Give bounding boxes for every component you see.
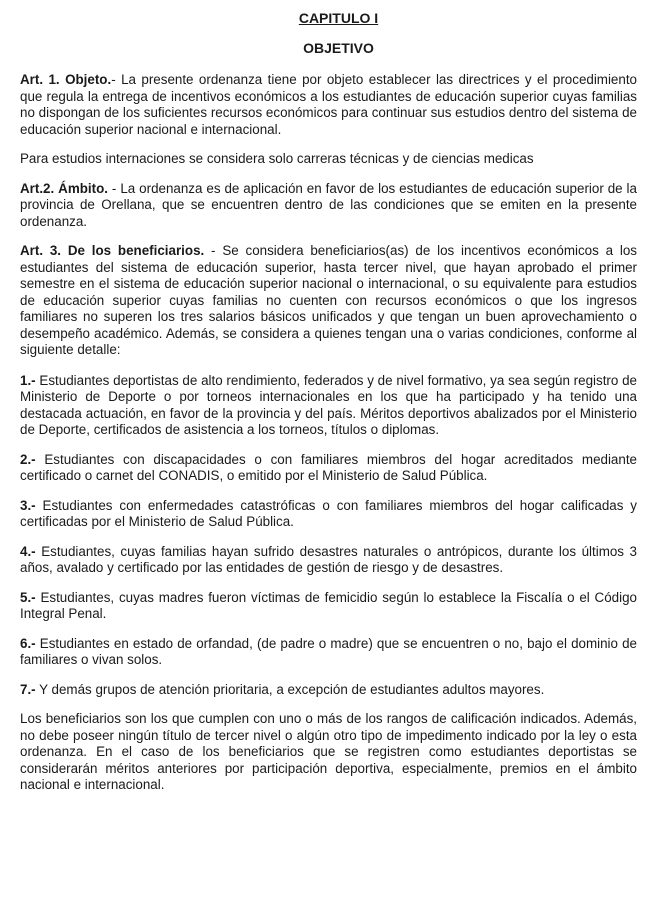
condition-number: 1.- bbox=[20, 372, 36, 388]
condition-number: 3.- bbox=[20, 497, 36, 513]
condition-number: 4.- bbox=[20, 543, 36, 559]
condition-text: Y demás grupos de atención prioritaria, a excepción de estudiantes adultos mayores. bbox=[35, 681, 545, 697]
condition-item-3 bbox=[20, 498, 637, 531]
article-1-text: - La presente ordenanza tiene por objeto establecer las directrices y el procedimiento que regula la entrega de incentivos económicos a los estudiantes de educación superior cuyas familias no dispongan de los suficientes recursos económicos para continuar sus estudios dentro del sistema de educación superior nacional e internacional. bbox=[20, 72, 637, 137]
condition-text: Estudiantes con enfermedades catastróficas o con familiares miembros del hogar calificadas y certificadas por el Ministerio de Salud Pública. bbox=[20, 497, 637, 529]
condition-item-1 bbox=[20, 373, 637, 439]
beneficiary-conditions-list bbox=[20, 373, 637, 699]
chapter-title: CAPITULO I bbox=[298, 10, 379, 26]
condition-number: 6.- bbox=[20, 635, 36, 651]
section-title: OBJETIVO bbox=[303, 40, 374, 56]
condition-number: 2.- bbox=[20, 451, 36, 467]
article-3 bbox=[20, 243, 637, 359]
condition-number: 5.- bbox=[20, 589, 36, 605]
closing-paragraph: Los beneficiarios son los que cumplen con uno o más de los rangos de calificación indicados. Además, no debe poseer ningún título de tercer nivel o algún otro tipo de impedimento indicado por la ley o esta ordenanza. En el caso de los beneficiarios que se registren como estudiantes deportistas se considerarán méritos anteriores por participación deportiva, especialmente, premios en el ámbito nacional e internacional. bbox=[20, 711, 637, 792]
condition-text: Estudiantes deportistas de alto rendimiento, federados y de nivel formativo, ya sea según registro de Ministerio de Deporte o por torneos internacionales en los que ha participado y ha tenido una destacada actuación, en favor de la provincia y del país. Méritos deportivos abalizados por el Ministerio de Deporte, certificados de asistencia a los torneos, títulos o diplomas. bbox=[20, 372, 637, 437]
article-2-heading: Art.2. Ámbito. bbox=[20, 180, 108, 196]
condition-item-5 bbox=[20, 590, 637, 623]
article-1-heading: Art. 1. Objeto. bbox=[20, 72, 112, 87]
condition-item-2 bbox=[20, 452, 637, 485]
article-1 bbox=[20, 72, 637, 138]
condition-item-6 bbox=[20, 636, 637, 669]
article-2 bbox=[20, 181, 637, 231]
condition-text: Estudiantes, cuyas madres fueron víctimas de femicidio según lo establece la Fiscalía o el Código Integral Penal. bbox=[20, 589, 637, 621]
article-3-text: - Se considera beneficiarios(as) de los incentivos económicos a los estudiantes del sistema de educación superior, hasta tercer nivel, que hayan aprobado el primer semestre en el sistema de educación superior nacional o internacional, o su equivalente para estudios de educación superior cuyas familias no cuenten con recursos económicos o que los ingresos familiares no superen los tres salarios básicos unificados y que tengan un buen aprovechamiento o desempeño académico. Además, se considera a quienes tengan una o varias condiciones, conforme al siguiente detalle: bbox=[20, 243, 638, 357]
international-note: Para estudios internaciones se considera solo carreras técnicas y de ciencias medicas bbox=[20, 151, 534, 166]
condition-item-4 bbox=[20, 544, 637, 577]
condition-number: 7.- bbox=[20, 681, 36, 697]
condition-text: Estudiantes con discapacidades o con familiares miembros del hogar acreditados mediante certificado o carnet del CONADIS, o emitido por el Ministerio de Salud Pública. bbox=[20, 451, 637, 483]
condition-text: Estudiantes en estado de orfandad, (de padre o madre) que se encuentren o no, bajo el dominio de familiares o vivan solos. bbox=[20, 635, 637, 667]
condition-text: Estudiantes, cuyas familias hayan sufrido desastres naturales o antrópicos, durante los últimos 3 años, avalado y certificado por las entidades de gestión de riesgo y de desastres. bbox=[20, 543, 637, 575]
condition-item-7 bbox=[20, 682, 637, 699]
article-2-text: - La ordenanza es de aplicación en favor de los estudiantes de educación superior de la provincia de Orellana, que se encuentren dentro de las condiciones que se emiten en la presente ordenanza. bbox=[20, 180, 637, 229]
article-3-heading: Art. 3. De los beneficiarios. bbox=[20, 243, 205, 258]
